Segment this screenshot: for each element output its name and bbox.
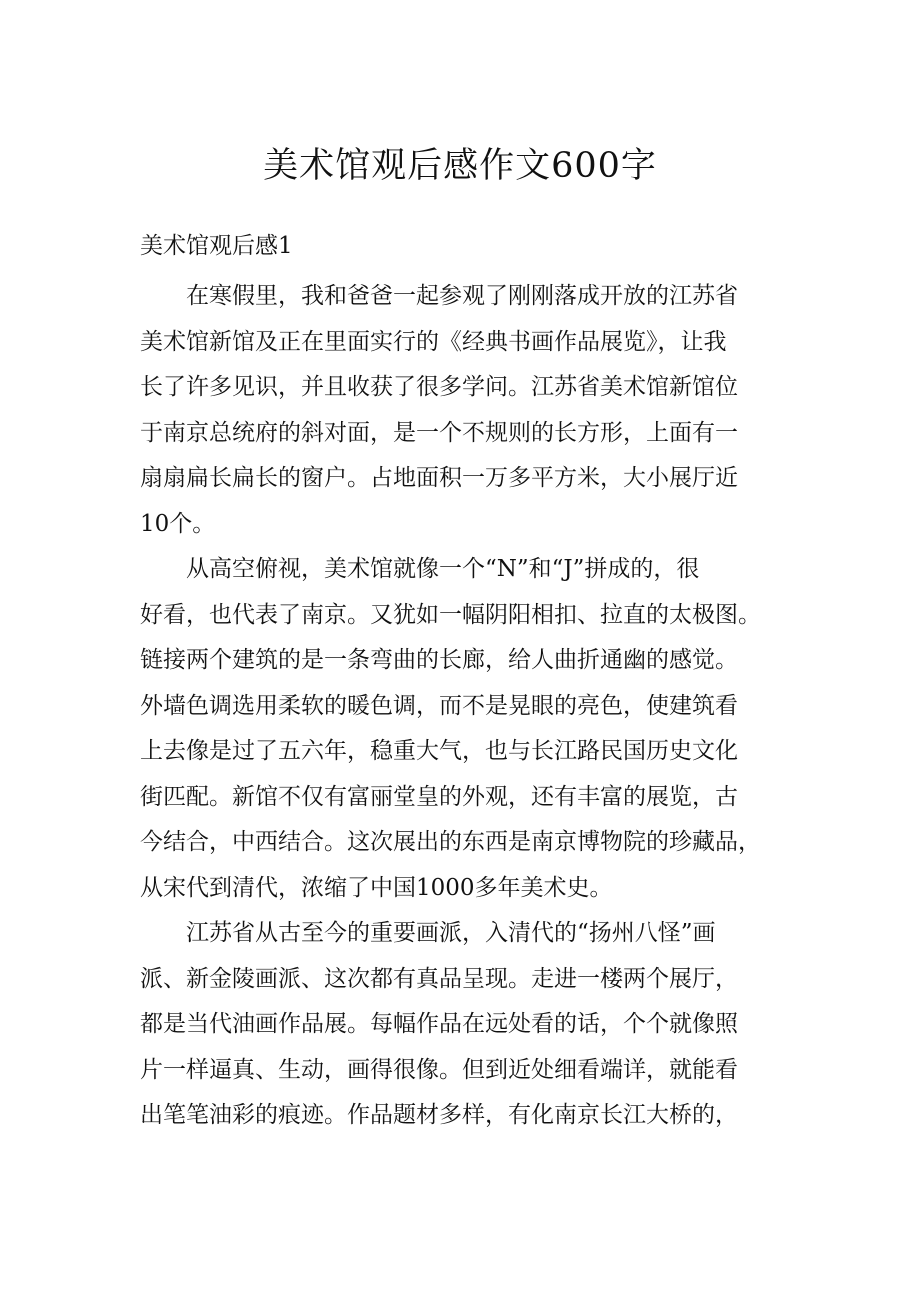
text-line: 都是当代油画作品展。每幅作品在远处看的话，个个就像照 — [140, 1011, 738, 1037]
document-title: 美术馆观后感作文600字 — [263, 146, 657, 186]
text-line: 外墙色调选用柔软的暖色调，而不是晃眼的亮色，使建筑看 — [140, 692, 738, 719]
text-line: 街匹配。新馆不仅有富丽堂皇的外观，还有丰富的展览，古 — [140, 783, 738, 810]
text-line: 出笔笔油彩的痕迹。作品题材多样，有化南京长江大桥的， — [140, 1102, 738, 1128]
text-line: 在寒假里，我和爸爸一起参观了刚刚落成开放的江苏省 — [186, 283, 738, 309]
text-line: 上去像是过了五六年，稳重大气，也与长江路民国历史文化 — [140, 738, 738, 764]
text-line: 从宋代到清代，浓缩了中国1000多年美术史。 — [140, 874, 613, 901]
text-line: 江苏省从古至今的重要画派，入清代的“扬州八怪”画 — [186, 920, 716, 946]
text-line: 扇扇扁长扁长的窗户。占地面积一万多平方米，大小展厅近 — [140, 465, 738, 491]
paragraph-3 — [140, 911, 800, 1139]
text-line: 长了许多见识，并且收获了很多学问。江苏省美术馆新馆位 — [140, 374, 738, 400]
text-line: 于南京总统府的斜对面，是一个不规则的长方形，上面有一 — [140, 419, 738, 446]
paragraph-1 — [140, 274, 800, 547]
text-line: 片一样逼真、生动，画得很像。但到近处细看端详，就能看 — [140, 1056, 738, 1083]
text-line: 好看，也代表了南京。又犹如一幅阴阳相扣、拉直的太极图。 — [140, 601, 761, 628]
text-line: 今结合，中西结合。这次展出的东西是南京博物院的珍藏品， — [140, 829, 761, 855]
section-heading: 美术馆观后感1 — [140, 233, 293, 259]
body-text — [140, 274, 800, 1139]
text-line: 链接两个建筑的是一条弯曲的长廊，给人曲折通幽的感觉。 — [140, 647, 738, 673]
paragraph-2 — [140, 547, 800, 911]
text-line: 美术馆新馆及正在里面实行的《经典书画作品展览》，让我 — [140, 328, 727, 355]
text-line: 派、新金陵画派、这次都有真品呈现。走进一楼两个展厅， — [140, 965, 738, 992]
text-line: 10个。 — [140, 510, 216, 537]
text-line: 从高空俯视，美术馆就像一个“N”和“J”拼成的，很 — [186, 556, 700, 582]
